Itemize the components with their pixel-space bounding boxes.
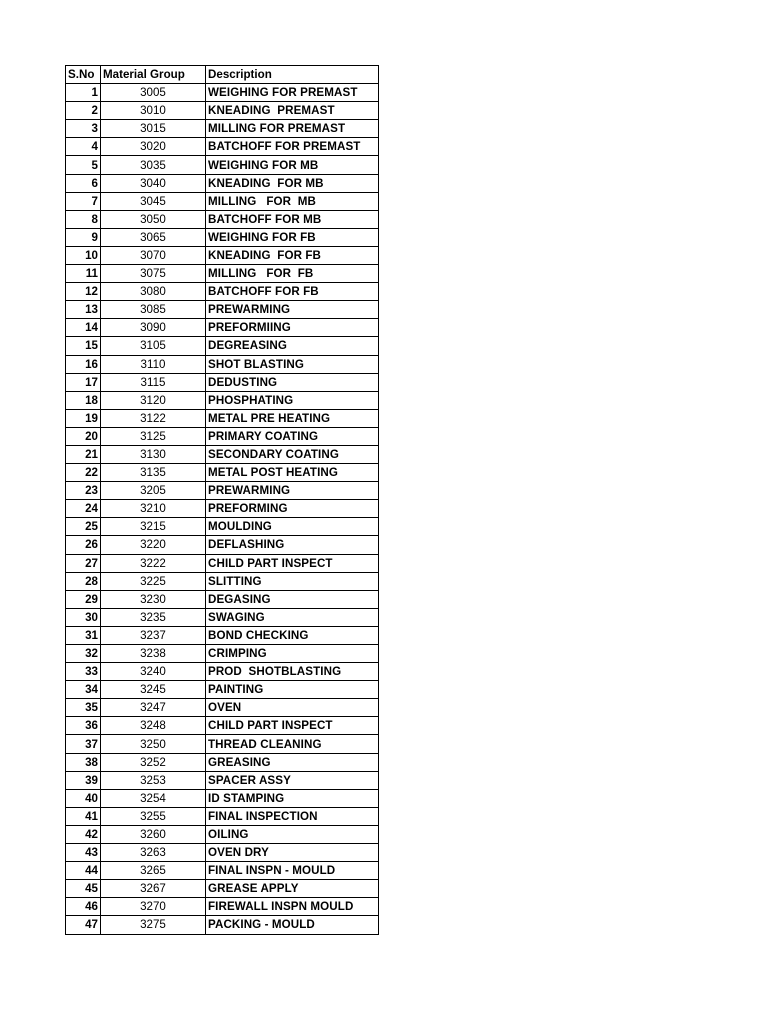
description-cell: SLITTING (206, 572, 379, 590)
description-cell: DEGASING (206, 590, 379, 608)
table-row (66, 608, 379, 626)
table-row (66, 445, 379, 463)
table-row (66, 735, 379, 753)
material-group-cell: 3265 (101, 862, 206, 880)
material-group-cell: 3035 (101, 156, 206, 174)
table-row (66, 427, 379, 445)
material-group-cell: 3263 (101, 844, 206, 862)
sno-cell: 2 (66, 102, 101, 120)
description-cell: FINAL INSPN - MOULD (206, 862, 379, 880)
sno-cell: 8 (66, 210, 101, 228)
description-cell: DEFLASHING (206, 536, 379, 554)
material-group-cell: 3210 (101, 500, 206, 518)
table-row (66, 844, 379, 862)
material-group-cell: 3267 (101, 880, 206, 898)
sno-cell: 36 (66, 717, 101, 735)
material-group-cell: 3110 (101, 355, 206, 373)
description-cell: SPACER ASSY (206, 771, 379, 789)
material-group-cell: 3085 (101, 301, 206, 319)
material-group-cell: 3270 (101, 898, 206, 916)
description-cell: FINAL INSPECTION (206, 807, 379, 825)
description-cell: KNEADING FOR MB (206, 174, 379, 192)
material-group-cell: 3040 (101, 174, 206, 192)
table-row (66, 228, 379, 246)
material-group-cell: 3005 (101, 84, 206, 102)
material-group-cell: 3125 (101, 427, 206, 445)
description-cell: BATCHOFF FOR FB (206, 283, 379, 301)
table-row (66, 156, 379, 174)
description-cell: FIREWALL INSPN MOULD (206, 898, 379, 916)
sno-cell: 31 (66, 626, 101, 644)
sno-cell: 11 (66, 265, 101, 283)
material-group-cell: 3130 (101, 445, 206, 463)
material-group-cell: 3238 (101, 645, 206, 663)
table-row (66, 391, 379, 409)
sno-cell: 27 (66, 554, 101, 572)
sno-cell: 12 (66, 283, 101, 301)
description-cell: CHILD PART INSPECT (206, 717, 379, 735)
material-group-cell: 3075 (101, 265, 206, 283)
sno-cell: 25 (66, 518, 101, 536)
description-cell: PACKING - MOULD (206, 916, 379, 934)
sno-cell: 20 (66, 427, 101, 445)
description-cell: CRIMPING (206, 645, 379, 663)
table-row (66, 807, 379, 825)
description-cell: MOULDING (206, 518, 379, 536)
description-cell: PREFORMING (206, 500, 379, 518)
table-row (66, 663, 379, 681)
sno-cell: 24 (66, 500, 101, 518)
sno-cell: 46 (66, 898, 101, 916)
material-group-cell: 3050 (101, 210, 206, 228)
material-group-cell: 3248 (101, 717, 206, 735)
table-row (66, 265, 379, 283)
material-group-cell: 3225 (101, 572, 206, 590)
table-row (66, 626, 379, 644)
table-row (66, 319, 379, 337)
table-row (66, 681, 379, 699)
sno-cell: 37 (66, 735, 101, 753)
material-group-cell: 3275 (101, 916, 206, 934)
sno-cell: 3 (66, 120, 101, 138)
table-row (66, 210, 379, 228)
material-group-cell: 3260 (101, 825, 206, 843)
table-row (66, 753, 379, 771)
material-group-cell: 3254 (101, 789, 206, 807)
material-group-cell: 3065 (101, 228, 206, 246)
table-body (66, 84, 379, 934)
description-cell: DEDUSTING (206, 373, 379, 391)
sno-cell: 18 (66, 391, 101, 409)
material-group-cell: 3240 (101, 663, 206, 681)
description-cell: PROD SHOTBLASTING (206, 663, 379, 681)
table-row (66, 120, 379, 138)
table-row (66, 482, 379, 500)
description-cell: OILING (206, 825, 379, 843)
material-group-header: Material Group (101, 66, 206, 84)
table-row (66, 518, 379, 536)
table-row (66, 84, 379, 102)
description-cell: KNEADING FOR FB (206, 246, 379, 264)
description-cell: OVEN DRY (206, 844, 379, 862)
sno-cell: 16 (66, 355, 101, 373)
sno-cell: 7 (66, 192, 101, 210)
sno-cell: 32 (66, 645, 101, 663)
description-cell: SWAGING (206, 608, 379, 626)
table-row (66, 717, 379, 735)
material-group-cell: 3222 (101, 554, 206, 572)
material-group-cell: 3252 (101, 753, 206, 771)
sno-cell: 15 (66, 337, 101, 355)
material-group-cell: 3245 (101, 681, 206, 699)
description-cell: DEGREASING (206, 337, 379, 355)
material-group-cell: 3247 (101, 699, 206, 717)
table-row (66, 880, 379, 898)
sno-cell: 6 (66, 174, 101, 192)
sno-cell: 17 (66, 373, 101, 391)
material-group-cell: 3080 (101, 283, 206, 301)
sno-cell: 10 (66, 246, 101, 264)
description-cell: MILLING FOR FB (206, 265, 379, 283)
sno-cell: 41 (66, 807, 101, 825)
material-group-cell: 3045 (101, 192, 206, 210)
sno-cell: 1 (66, 84, 101, 102)
table-row (66, 554, 379, 572)
table-row (66, 572, 379, 590)
sno-cell: 29 (66, 590, 101, 608)
sno-cell: 30 (66, 608, 101, 626)
description-cell: PHOSPHATING (206, 391, 379, 409)
sno-cell: 44 (66, 862, 101, 880)
description-cell: METAL POST HEATING (206, 464, 379, 482)
description-cell: SECONDARY COATING (206, 445, 379, 463)
description-cell: PREWARMING (206, 482, 379, 500)
material-group-cell: 3255 (101, 807, 206, 825)
description-cell: SHOT BLASTING (206, 355, 379, 373)
material-group-cell: 3090 (101, 319, 206, 337)
description-cell: KNEADING PREMAST (206, 102, 379, 120)
material-group-cell: 3237 (101, 626, 206, 644)
sno-cell: 40 (66, 789, 101, 807)
table-row (66, 102, 379, 120)
description-cell: PREWARMING (206, 301, 379, 319)
table-row (66, 862, 379, 880)
header-row (66, 66, 379, 84)
material-group-cell: 3070 (101, 246, 206, 264)
description-cell: PAINTING (206, 681, 379, 699)
table-row (66, 536, 379, 554)
description-cell: BATCHOFF FOR MB (206, 210, 379, 228)
table-row (66, 174, 379, 192)
material-group-cell: 3115 (101, 373, 206, 391)
sno-cell: 47 (66, 916, 101, 934)
sno-cell: 13 (66, 301, 101, 319)
material-group-cell: 3215 (101, 518, 206, 536)
description-cell: PRIMARY COATING (206, 427, 379, 445)
table-row (66, 771, 379, 789)
material-group-cell: 3105 (101, 337, 206, 355)
material-group-cell: 3253 (101, 771, 206, 789)
material-group-cell: 3010 (101, 102, 206, 120)
table-row (66, 301, 379, 319)
sno-cell: 23 (66, 482, 101, 500)
material-group-cell: 3122 (101, 409, 206, 427)
table-row (66, 916, 379, 934)
description-cell: ID STAMPING (206, 789, 379, 807)
sno-cell: 43 (66, 844, 101, 862)
material-group-cell: 3020 (101, 138, 206, 156)
description-cell: WEIGHING FOR FB (206, 228, 379, 246)
description-cell: WEIGHING FOR MB (206, 156, 379, 174)
sno-cell: 45 (66, 880, 101, 898)
sno-cell: 26 (66, 536, 101, 554)
table-row (66, 138, 379, 156)
description-cell: WEIGHING FOR PREMAST (206, 84, 379, 102)
table-row (66, 409, 379, 427)
table-row (66, 337, 379, 355)
description-cell: GREASE APPLY (206, 880, 379, 898)
material-group-table (65, 65, 379, 935)
table-row (66, 645, 379, 663)
material-group-cell: 3220 (101, 536, 206, 554)
material-group-cell: 3235 (101, 608, 206, 626)
description-cell: OVEN (206, 699, 379, 717)
table-row (66, 789, 379, 807)
sno-cell: 39 (66, 771, 101, 789)
sno-cell: 35 (66, 699, 101, 717)
description-cell: MILLING FOR PREMAST (206, 120, 379, 138)
sno-cell: 42 (66, 825, 101, 843)
material-group-cell: 3230 (101, 590, 206, 608)
sno-cell: 14 (66, 319, 101, 337)
material-group-cell: 3120 (101, 391, 206, 409)
table-row (66, 699, 379, 717)
description-cell: MILLING FOR MB (206, 192, 379, 210)
description-cell: GREASING (206, 753, 379, 771)
description-cell: BOND CHECKING (206, 626, 379, 644)
description-cell: BATCHOFF FOR PREMAST (206, 138, 379, 156)
sno-cell: 19 (66, 409, 101, 427)
material-group-cell: 3250 (101, 735, 206, 753)
description-cell: CHILD PART INSPECT (206, 554, 379, 572)
sno-cell: 28 (66, 572, 101, 590)
sno-cell: 5 (66, 156, 101, 174)
sno-cell: 33 (66, 663, 101, 681)
sno-cell: 4 (66, 138, 101, 156)
sno-cell: 22 (66, 464, 101, 482)
sno-cell: 34 (66, 681, 101, 699)
table-row (66, 192, 379, 210)
table-row (66, 825, 379, 843)
table-row (66, 246, 379, 264)
material-group-cell: 3205 (101, 482, 206, 500)
table-row (66, 373, 379, 391)
description-cell: THREAD CLEANING (206, 735, 379, 753)
sno-cell: 38 (66, 753, 101, 771)
material-group-cell: 3015 (101, 120, 206, 138)
table-row (66, 355, 379, 373)
description-cell: METAL PRE HEATING (206, 409, 379, 427)
description-header: Description (206, 66, 379, 84)
material-group-cell: 3135 (101, 464, 206, 482)
description-cell: PREFORMIING (206, 319, 379, 337)
table-row (66, 500, 379, 518)
sno-header: S.No (66, 66, 101, 84)
table-row (66, 283, 379, 301)
table-row (66, 898, 379, 916)
sno-cell: 9 (66, 228, 101, 246)
sno-cell: 21 (66, 445, 101, 463)
table-row (66, 590, 379, 608)
table-row (66, 464, 379, 482)
